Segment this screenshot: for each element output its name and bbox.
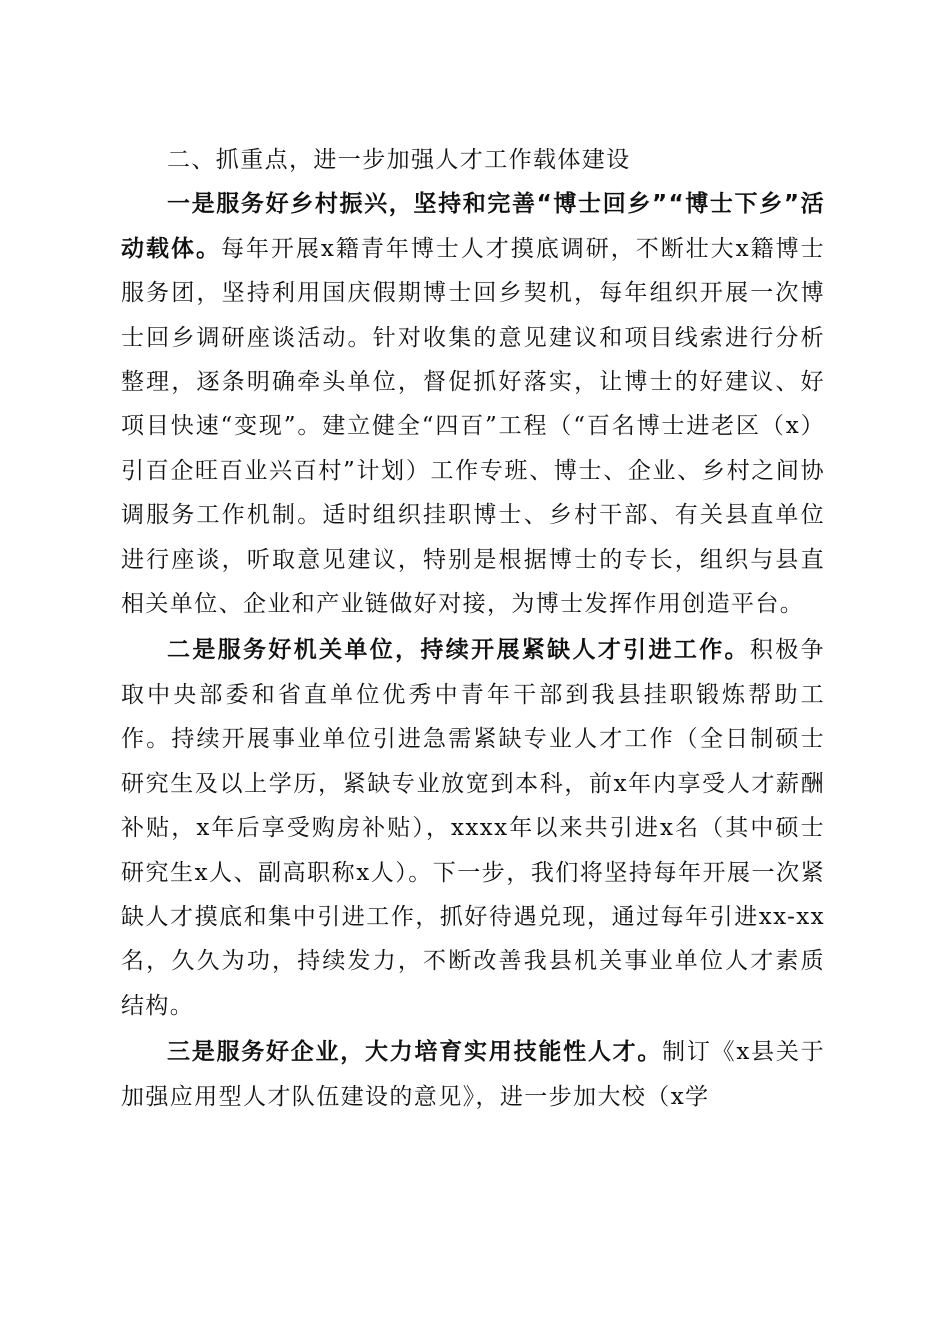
paragraph-lead: 三是服务好企业，大力培育实用技能性人才。 [167,1039,663,1066]
paragraph-lead: 二是服务好机关单位，持续开展紧缺人才引进工作。 [167,637,750,664]
paragraph-body: 积极争取中央部委和省直单位优秀中青年干部到我县挂职锻炼帮助工作。持续开展事业单位引进急需紧缺专业人才工作（全日制硕士研究生及以上学历，紧缺专业放宽到本科，前x年内享受人才薪酬补贴，x年后享受购房补贴），xxxx年以来共引进x名（其中硕士研究生x人、副高职称x人）。下一步，我们将坚持每年开展一次紧缺人才摸底和集中引进工作，抓好待遇兑现，通过每年引进xx-xx名，久久为功，持续发力，不断改善我县机关事业单位人才素质结构。 [121,637,825,1019]
paragraph-government-units [121,628,825,1028]
paragraph-body: 每年开展x籍青年博士人才摸底调研，不断壮大x籍博士服务团，坚持利用国庆假期博士回乡契机，每年组织开展一次博士回乡调研座谈活动。针对收集的意见建议和项目线索进行分析整理，逐条明确牵头单位，督促抓好落实，让博士的好建议、好项目快速“变现”。建立健全“四百”工程（“百名博士进老区（x）引百企旺百业兴百村”计划）工作专班、博士、企业、乡村之间协调服务工作机制。适时组织挂职博士、乡村干部、有关县直单位进行座谈，听取意见建议，特别是根据博士的专长，组织与县直相关单位、企业和产业链做好对接，为博士发挥作用创造平台。 [121,235,825,618]
paragraph-rural-revitalization [121,182,825,626]
section-heading: 二、抓重点，进一步加强人才工作载体建设 [167,147,631,173]
paragraph-enterprises [121,1030,825,1119]
paragraph-body: 制订《x县关于加强应用型人才队伍建设的意见》，进一步加大校（x学 [121,1039,825,1110]
document-body [121,138,825,1119]
paragraph-lead: 一是服务好乡村振兴，坚持和完善“博士回乡”“博士下乡”活动载体。 [121,191,825,262]
